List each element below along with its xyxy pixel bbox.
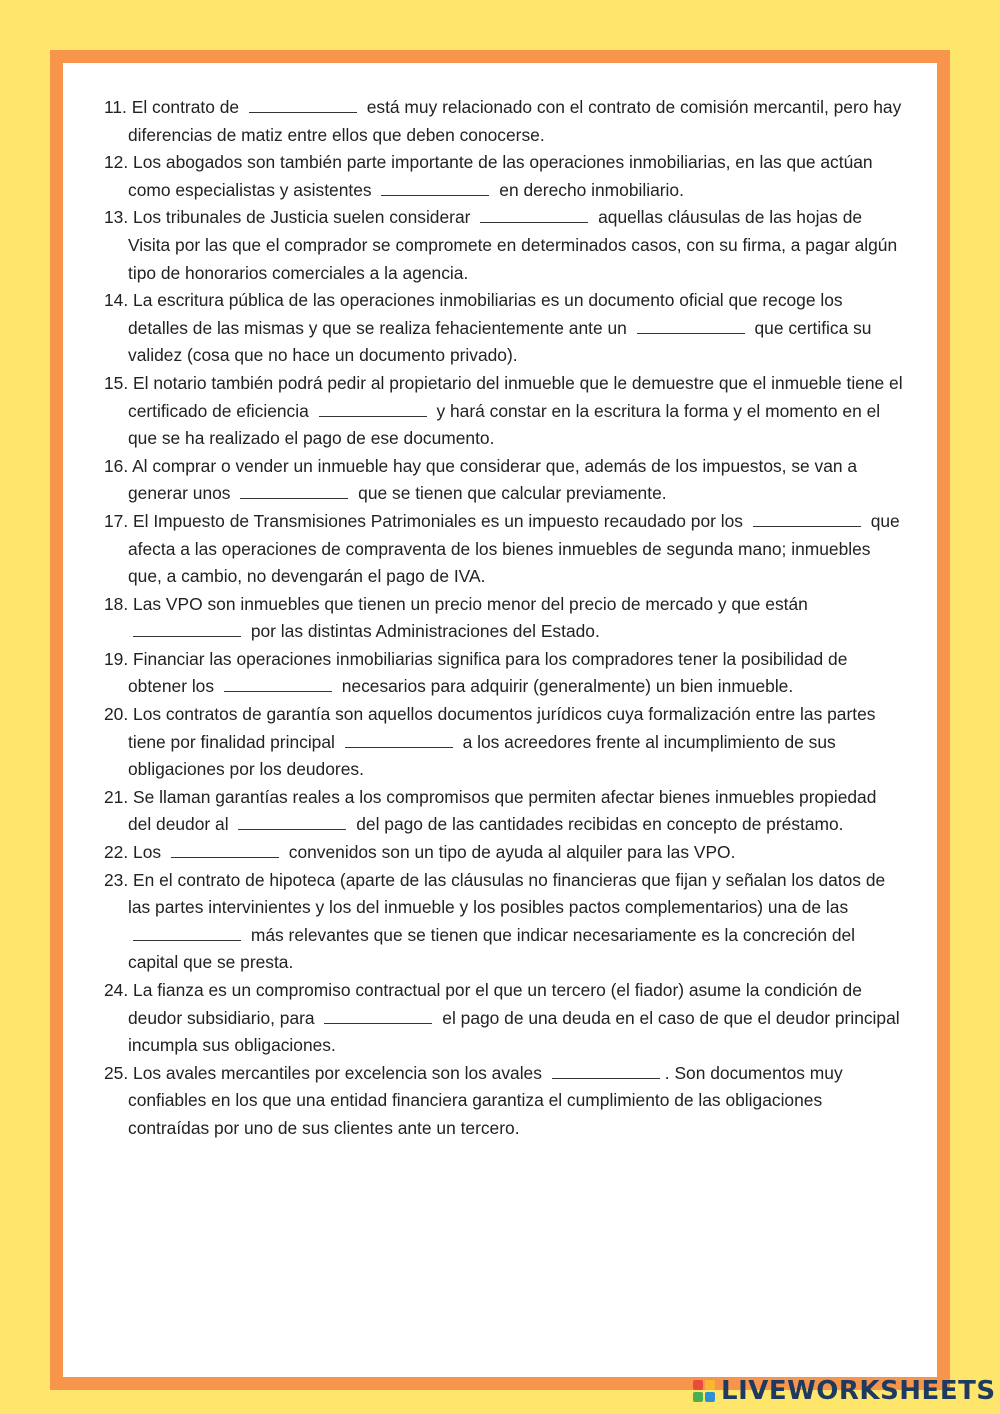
- question-text-before: Al comprar o vender un inmueble hay que considerar que, además de los impuestos, se van a generar unos: [128, 455, 858, 504]
- question-text-after: a los acreedores frente al incumplimiento de sus obligaciones por los deudores.: [128, 731, 836, 780]
- question-item: [104, 784, 904, 839]
- answer-blank-field[interactable]: [224, 673, 332, 692]
- question-number: 25.: [104, 1062, 129, 1083]
- answer-blank-field[interactable]: [133, 922, 241, 941]
- question-item: [104, 508, 904, 591]
- question-text-before: El notario también podrá pedir al propietario del inmueble que le demuestre que el inmueble tiene el certificado de eficiencia: [128, 372, 903, 421]
- logo-block: [693, 1392, 703, 1402]
- question-number: 17.: [104, 510, 129, 531]
- question-number: 20.: [104, 704, 129, 725]
- question-text-before: Los tribunales de Justicia suelen considerar: [133, 207, 471, 228]
- liveworksheets-brand: [693, 1376, 996, 1406]
- question-number: 18.: [104, 593, 129, 614]
- answer-blank-field[interactable]: [238, 811, 346, 830]
- question-text-before: Financiar las operaciones inmobiliarias significa para los compradores tener la posibilidad de obtener los: [128, 648, 848, 697]
- answer-blank-field[interactable]: [319, 398, 427, 417]
- question-number: 23.: [104, 869, 129, 890]
- question-number: 11.: [104, 97, 127, 117]
- question-text-before: La escritura pública de las operaciones inmobiliarias es un documento oficial que recoge los detalles de las mismas y que se realiza fehacientemente ante un: [128, 290, 843, 338]
- question-item: [104, 867, 904, 977]
- answer-blank-field[interactable]: [381, 177, 489, 196]
- question-text-after: en derecho inmobiliario.: [499, 179, 684, 200]
- question-number: 14.: [104, 290, 129, 311]
- answer-blank-field[interactable]: [552, 1060, 660, 1079]
- answer-blank-field[interactable]: [637, 315, 745, 334]
- question-text-before: El contrato de: [131, 97, 240, 117]
- question-text-after: el pago de una deuda en el caso de que el deudor principal incumpla sus obligaciones.: [128, 1007, 900, 1056]
- question-text-before: Los: [133, 842, 162, 863]
- question-text-after: que se tienen que calcular previamente.: [358, 483, 667, 504]
- question-number: 22.: [104, 842, 129, 863]
- question-text-before: Los avales mercantiles por excelencia son los avales: [133, 1062, 542, 1083]
- question-item: [104, 1060, 904, 1143]
- question-text-after: que certifica su validez (cosa que no hace un documento privado).: [128, 317, 872, 366]
- question-item: [104, 149, 904, 204]
- question-text-before: Los abogados son también parte importante de las operaciones inmobiliarias, en las que actúan como especialistas y asistentes: [128, 152, 873, 200]
- question-text-before: En el contrato de hipoteca (aparte de las cláusulas no financieras que fijan y señalan los datos de las partes intervinientes y los del inmueble y los posibles pactos complementarios) una de las: [128, 869, 886, 918]
- question-text-before: El Impuesto de Transmisiones Patrimoniales es un impuesto recaudado por los: [133, 510, 743, 531]
- answer-blank-field[interactable]: [753, 508, 861, 527]
- answer-blank-field[interactable]: [171, 839, 279, 858]
- question-item: [104, 701, 904, 784]
- question-text-before: La fianza es un compromiso contractual por el que un tercero (el fiador) asume la condición de deudor subsidiario, para: [128, 980, 862, 1028]
- question-item: [104, 977, 904, 1060]
- answer-blank-field[interactable]: [480, 204, 588, 223]
- question-number: 21.: [104, 786, 129, 807]
- question-text-after: necesarios para adquirir (generalmente) un bien inmueble.: [341, 676, 794, 697]
- question-text-after: que afecta a las operaciones de compraventa de los bienes inmuebles de segunda mano; inmuebles que, a cambio, no devengarán el pago de IVA.: [128, 510, 900, 587]
- question-item: [104, 94, 904, 149]
- question-item: [104, 204, 904, 287]
- question-text-after: y hará constar en la escritura la forma y el momento en el que se ha realizado el pago de ese documento.: [128, 400, 881, 449]
- question-item: [104, 370, 904, 453]
- question-list: [104, 94, 904, 1143]
- question-text-before: Las VPO son inmuebles que tienen un precio menor del precio de mercado y que están: [133, 593, 808, 614]
- question-number: 24.: [104, 980, 129, 1000]
- answer-blank-field[interactable]: [324, 1005, 432, 1024]
- logo-block: [705, 1380, 715, 1390]
- question-text-after: por las distintas Administraciones del Estado.: [250, 621, 600, 642]
- question-item: [104, 453, 904, 508]
- question-text-before: Se llaman garantías reales a los compromisos que permiten afectar bienes inmuebles propiedad del deudor al: [128, 786, 877, 835]
- brand-name: LIVEWORKSHEETS: [721, 1376, 996, 1406]
- logo-block: [693, 1380, 703, 1390]
- answer-blank-field[interactable]: [345, 729, 453, 748]
- question-number: 16.: [104, 455, 129, 476]
- question-text-after: del pago de las cantidades recibidas en concepto de préstamo.: [356, 814, 844, 835]
- question-number: 12.: [104, 152, 129, 173]
- question-number: 13.: [104, 207, 129, 228]
- logo-block: [705, 1392, 715, 1402]
- question-item: [104, 287, 904, 370]
- question-text-after: está muy relacionado con el contrato de comisión mercantil, pero hay diferencias de matiz entre ellos que deben conocerse.: [128, 97, 902, 145]
- question-item: [104, 591, 904, 646]
- question-text-before: Los contratos de garantía son aquellos documentos jurídicos cuya formalización entre las partes tiene por finalidad principal: [128, 704, 876, 752]
- question-number: 15.: [104, 372, 129, 393]
- question-item: [104, 646, 904, 701]
- question-text-after: aquellas cláusulas de las hojas de Visita por las que el comprador se compromete en determinados casos, con su firma, a pagar algún tipo de honorarios comerciales a la agencia.: [128, 207, 898, 283]
- question-text-after: . Son documentos muy confiables en los que una entidad financiera garantiza el cumplimiento de las obligaciones contraídas por uno de sus clientes ante un tercero.: [128, 1062, 843, 1138]
- answer-blank-field[interactable]: [249, 94, 357, 113]
- question-item: [104, 839, 904, 867]
- answer-blank-field[interactable]: [133, 618, 241, 637]
- liveworksheets-logo-icon: [693, 1380, 715, 1402]
- answer-blank-field[interactable]: [240, 480, 348, 499]
- question-number: 19.: [104, 648, 129, 669]
- question-text-after: convenidos son un tipo de ayuda al alquiler para las VPO.: [288, 842, 736, 863]
- question-text-after: más relevantes que se tienen que indicar necesariamente es la concreción del capital que se presta.: [128, 924, 856, 973]
